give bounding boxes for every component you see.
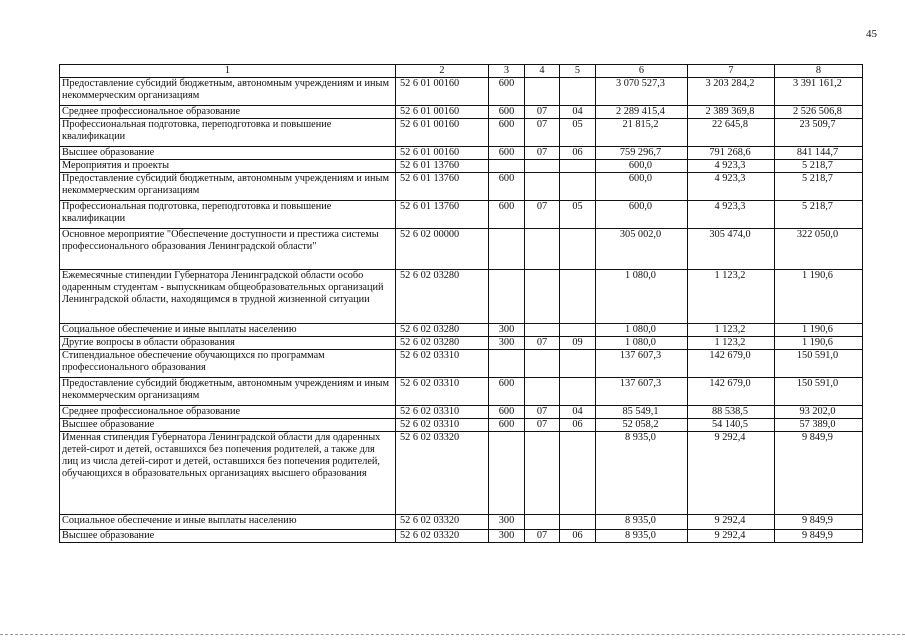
row-pr-cell: 05 [560,201,596,229]
row-vr-cell: 600 [489,406,525,419]
row-rz-cell: 07 [525,419,560,432]
budget-table [59,64,863,543]
row-name-cell: Ежемесячные стипендии Губернатора Ленинградской области особо одаренным студентам - выпускникам общеобразовательных организаций Ленинградской области, находящимся в трудной жизненной ситуации [60,270,396,324]
row-pr-cell [560,515,596,530]
row-value-2018-cell: 142 679,0 [688,378,775,406]
row-value-2017-cell: 1 080,0 [596,270,688,324]
row-pr-cell [560,173,596,201]
row-vr-cell: 600 [489,173,525,201]
row-value-2018-cell: 1 123,2 [688,324,775,337]
row-vr-cell: 600 [489,378,525,406]
row-value-2018-cell: 1 123,2 [688,337,775,350]
row-name-cell: Другие вопросы в области образования [60,337,396,350]
table-row [60,432,863,515]
row-code-cell: 52 6 02 03310 [396,419,489,432]
table-row [60,419,863,432]
row-value-2017-cell: 600,0 [596,160,688,173]
row-vr-cell: 600 [489,78,525,106]
row-code-cell: 52 6 02 03320 [396,515,489,530]
row-value-2018-cell: 3 203 284,2 [688,78,775,106]
row-value-2017-cell: 1 080,0 [596,324,688,337]
row-value-2017-cell: 1 080,0 [596,337,688,350]
row-rz-cell [525,324,560,337]
row-name-cell: Высшее образование [60,530,396,543]
row-pr-cell [560,270,596,324]
row-value-2018-cell: 142 679,0 [688,350,775,378]
row-value-2018-cell: 4 923,3 [688,160,775,173]
row-pr-cell [560,78,596,106]
row-name-cell: Профессиональная подготовка, переподготовка и повышение квалификации [60,119,396,147]
row-pr-cell: 06 [560,419,596,432]
row-vr-cell [489,270,525,324]
table-row [60,406,863,419]
row-pr-cell [560,229,596,270]
row-rz-cell: 07 [525,106,560,119]
header-row [60,65,863,78]
row-name-cell: Высшее образование [60,419,396,432]
row-rz-cell [525,515,560,530]
row-pr-cell: 06 [560,530,596,543]
row-value-2018-cell: 54 140,5 [688,419,775,432]
row-value-2019-cell: 93 202,0 [775,406,863,419]
row-value-2019-cell: 1 190,6 [775,270,863,324]
row-value-2017-cell: 8 935,0 [596,515,688,530]
row-name-cell: Предоставление субсидий бюджетным, автономным учреждениям и иным некоммерческим организациям [60,378,396,406]
row-pr-cell [560,160,596,173]
header-cell: 2 [396,65,489,78]
header-cell: 7 [688,65,775,78]
row-rz-cell: 07 [525,119,560,147]
row-value-2017-cell: 85 549,1 [596,406,688,419]
row-code-cell: 52 6 02 03280 [396,270,489,324]
row-code-cell: 52 6 01 00160 [396,119,489,147]
row-value-2018-cell: 791 268,6 [688,147,775,160]
row-vr-cell: 600 [489,201,525,229]
table-row [60,337,863,350]
row-rz-cell [525,160,560,173]
row-name-cell: Социальное обеспечение и иные выплаты населению [60,324,396,337]
row-rz-cell [525,270,560,324]
row-code-cell: 52 6 02 03280 [396,337,489,350]
row-value-2017-cell: 2 289 415,4 [596,106,688,119]
row-vr-cell: 300 [489,515,525,530]
row-pr-cell: 04 [560,106,596,119]
row-value-2017-cell: 600,0 [596,201,688,229]
row-code-cell: 52 6 01 13760 [396,160,489,173]
row-rz-cell: 07 [525,201,560,229]
table-row [60,147,863,160]
row-rz-cell [525,432,560,515]
row-pr-cell: 04 [560,406,596,419]
row-pr-cell: 05 [560,119,596,147]
row-code-cell: 52 6 01 13760 [396,201,489,229]
table-row [60,106,863,119]
table-body [60,65,863,543]
row-code-cell: 52 6 02 03280 [396,324,489,337]
row-pr-cell [560,432,596,515]
row-name-cell: Социальное обеспечение и иные выплаты населению [60,515,396,530]
header-cell: 5 [560,65,596,78]
row-value-2018-cell: 2 389 369,8 [688,106,775,119]
row-value-2019-cell: 9 849,9 [775,432,863,515]
row-value-2019-cell: 9 849,9 [775,515,863,530]
row-name-cell: Среднее профессиональное образование [60,406,396,419]
row-pr-cell: 06 [560,147,596,160]
row-name-cell: Стипендиальное обеспечение обучающихся по программам профессионального образования [60,350,396,378]
row-name-cell: Основное мероприятие "Обеспечение доступности и престижа системы профессионального образования Ленинградской области" [60,229,396,270]
row-vr-cell [489,229,525,270]
row-value-2019-cell: 5 218,7 [775,160,863,173]
row-value-2017-cell: 137 607,3 [596,378,688,406]
row-code-cell: 52 6 01 00160 [396,78,489,106]
header-cell: 3 [489,65,525,78]
row-value-2019-cell: 5 218,7 [775,173,863,201]
row-value-2018-cell: 1 123,2 [688,270,775,324]
header-cell: 4 [525,65,560,78]
row-value-2019-cell: 23 509,7 [775,119,863,147]
row-value-2018-cell: 9 292,4 [688,530,775,543]
row-vr-cell [489,350,525,378]
row-value-2018-cell: 22 645,8 [688,119,775,147]
table-row [60,229,863,270]
row-value-2017-cell: 21 815,2 [596,119,688,147]
table-row [60,173,863,201]
row-value-2018-cell: 9 292,4 [688,432,775,515]
row-value-2017-cell: 8 935,0 [596,530,688,543]
row-rz-cell: 07 [525,530,560,543]
row-rz-cell [525,378,560,406]
row-pr-cell: 09 [560,337,596,350]
row-value-2019-cell: 5 218,7 [775,201,863,229]
row-value-2019-cell: 3 391 161,2 [775,78,863,106]
row-value-2017-cell: 305 002,0 [596,229,688,270]
row-code-cell: 52 6 02 03310 [396,378,489,406]
row-rz-cell: 07 [525,337,560,350]
row-code-cell: 52 6 01 00160 [396,147,489,160]
row-vr-cell: 600 [489,419,525,432]
row-value-2019-cell: 841 144,7 [775,147,863,160]
row-value-2017-cell: 600,0 [596,173,688,201]
row-vr-cell: 300 [489,337,525,350]
header-cell: 1 [60,65,396,78]
row-value-2019-cell: 150 591,0 [775,350,863,378]
row-rz-cell [525,229,560,270]
row-code-cell: 52 6 01 00160 [396,106,489,119]
row-pr-cell [560,350,596,378]
row-rz-cell [525,350,560,378]
row-value-2017-cell: 3 070 527,3 [596,78,688,106]
row-vr-cell: 600 [489,106,525,119]
row-value-2019-cell: 322 050,0 [775,229,863,270]
row-value-2018-cell: 4 923,3 [688,201,775,229]
row-value-2018-cell: 9 292,4 [688,515,775,530]
row-value-2019-cell: 150 591,0 [775,378,863,406]
row-value-2017-cell: 8 935,0 [596,432,688,515]
table-row [60,160,863,173]
row-value-2017-cell: 759 296,7 [596,147,688,160]
row-vr-cell [489,160,525,173]
row-code-cell: 52 6 02 03320 [396,432,489,515]
row-code-cell: 52 6 02 03310 [396,350,489,378]
table-row [60,78,863,106]
page-number: 45 [866,28,877,40]
row-value-2019-cell: 1 190,6 [775,337,863,350]
row-rz-cell: 07 [525,406,560,419]
row-value-2017-cell: 52 058,2 [596,419,688,432]
row-value-2019-cell: 2 526 506,8 [775,106,863,119]
row-vr-cell: 600 [489,147,525,160]
row-value-2019-cell: 1 190,6 [775,324,863,337]
table-row [60,530,863,543]
table-row [60,201,863,229]
row-vr-cell: 300 [489,530,525,543]
row-value-2018-cell: 4 923,3 [688,173,775,201]
row-name-cell: Предоставление субсидий бюджетным, автономным учреждениям и иным некоммерческим организациям [60,173,396,201]
row-value-2018-cell: 88 538,5 [688,406,775,419]
row-name-cell: Мероприятия и проекты [60,160,396,173]
table-row [60,378,863,406]
row-vr-cell: 300 [489,324,525,337]
table-row [60,270,863,324]
row-pr-cell [560,378,596,406]
row-vr-cell: 600 [489,119,525,147]
row-value-2017-cell: 137 607,3 [596,350,688,378]
row-name-cell: Высшее образование [60,147,396,160]
table-row [60,350,863,378]
header-cell: 8 [775,65,863,78]
row-pr-cell [560,324,596,337]
page-bottom-edge [0,634,905,636]
row-code-cell: 52 6 02 00000 [396,229,489,270]
table-row [60,324,863,337]
row-rz-cell [525,78,560,106]
row-rz-cell [525,173,560,201]
row-code-cell: 52 6 02 03310 [396,406,489,419]
table-row [60,119,863,147]
row-rz-cell: 07 [525,147,560,160]
row-name-cell: Среднее профессиональное образование [60,106,396,119]
row-vr-cell [489,432,525,515]
header-cell: 6 [596,65,688,78]
row-value-2019-cell: 9 849,9 [775,530,863,543]
row-code-cell: 52 6 01 13760 [396,173,489,201]
row-code-cell: 52 6 02 03320 [396,530,489,543]
row-value-2018-cell: 305 474,0 [688,229,775,270]
row-name-cell: Предоставление субсидий бюджетным, автономным учреждениям и иным некоммерческим организациям [60,78,396,106]
row-name-cell: Профессиональная подготовка, переподготовка и повышение квалификации [60,201,396,229]
row-name-cell: Именная стипендия Губернатора Ленинградской области для одаренных детей-сирот и детей, оставшихся без попечения родителей, а также для лиц из числа детей-сирот и детей, оставшихся без попечения родителей, обучающихся в образовательных организациях высшего образования [60,432,396,515]
table-row [60,515,863,530]
row-value-2019-cell: 57 389,0 [775,419,863,432]
